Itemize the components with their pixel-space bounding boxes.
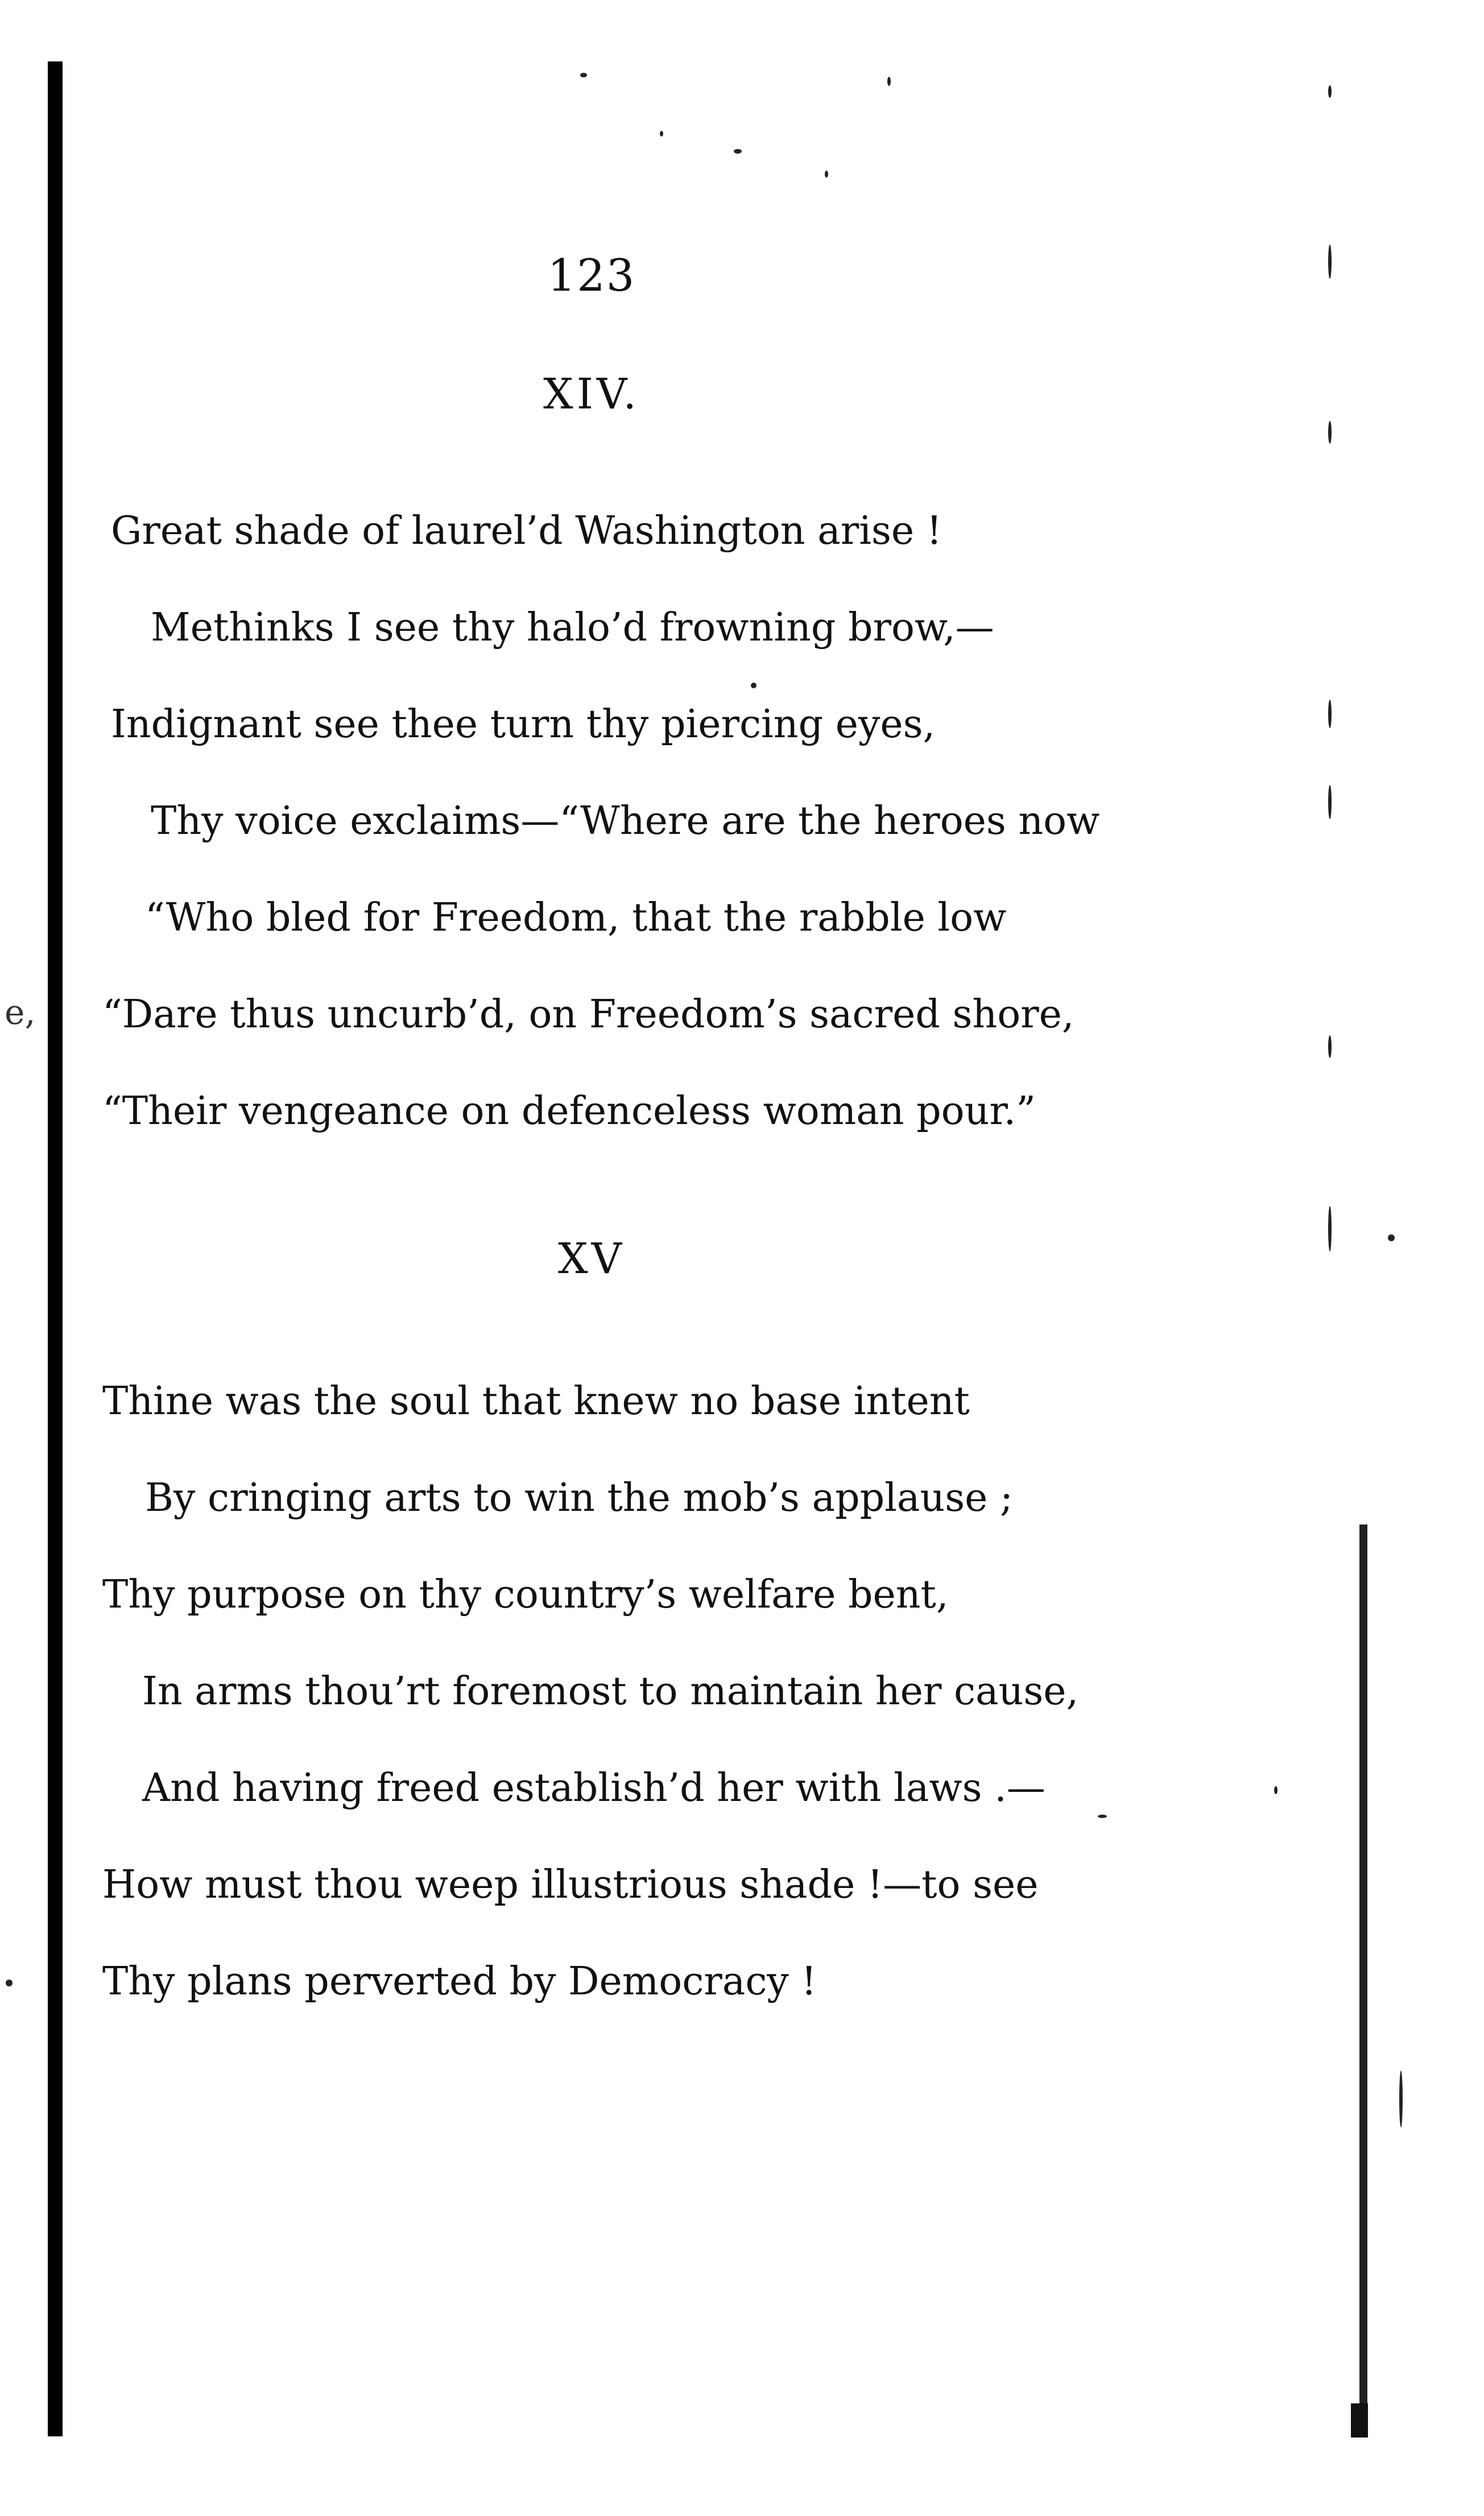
ink-speck bbox=[1328, 785, 1332, 819]
poem-line: And having freed establish’d her with laws .— bbox=[142, 1766, 1045, 1811]
poem-line: By cringing arts to win the mob’s applause ; bbox=[145, 1476, 1013, 1521]
poem-line: Thy voice exclaims—“Where are the heroes now bbox=[151, 799, 1100, 844]
poem-line: Thine was the soul that knew no base intent bbox=[102, 1379, 970, 1424]
poem-line: “Who bled for Freedom, that the rabble low bbox=[145, 895, 1007, 940]
poem-line: Thy plans perverted by Democracy ! bbox=[102, 1959, 817, 2004]
poem-line: Great shade of laurel’d Washington arise ! bbox=[111, 509, 943, 553]
poem-line: “Their vengeance on defenceless woman pour.” bbox=[102, 1089, 1036, 1134]
margin-mark: e, bbox=[5, 993, 36, 1032]
ink-speck bbox=[1328, 421, 1332, 444]
ink-speck bbox=[6, 1980, 13, 1986]
poem-line: Methinks I see thy halo’d frowning brow,— bbox=[151, 605, 994, 650]
ink-speck bbox=[1274, 1786, 1278, 1794]
ink-speck bbox=[1388, 1234, 1395, 1241]
ink-speck bbox=[1328, 700, 1332, 728]
ink-speck bbox=[1328, 85, 1332, 98]
ink-speck bbox=[734, 149, 742, 154]
ink-speck bbox=[1328, 1206, 1332, 1251]
ink-speck bbox=[1098, 1815, 1107, 1818]
ink-speck bbox=[1328, 245, 1332, 279]
poem-line: How must thou weep illustrious shade !—to see bbox=[102, 1862, 1039, 1907]
torn-page-corner bbox=[1351, 2403, 1368, 2437]
torn-page-edge bbox=[1359, 1525, 1367, 2423]
stanza-number: XIV. bbox=[543, 370, 640, 419]
page-number: 123 bbox=[547, 250, 636, 301]
ink-speck bbox=[1328, 1035, 1332, 1058]
poem-line: In arms thou’rt foremost to maintain her cause, bbox=[142, 1669, 1079, 1714]
ink-speck bbox=[660, 131, 663, 137]
stanza-number: XV bbox=[557, 1234, 626, 1283]
ink-speck bbox=[1399, 2071, 1403, 2127]
ink-speck bbox=[751, 683, 757, 688]
poem-line: “Dare thus uncurb’d, on Freedom’s sacred shore, bbox=[102, 992, 1074, 1037]
ink-speck bbox=[825, 171, 828, 177]
poem-line: Indignant see thee turn thy piercing eyes, bbox=[111, 702, 936, 747]
ink-speck bbox=[887, 77, 891, 86]
ink-speck bbox=[580, 73, 587, 77]
poem-line: Thy purpose on thy country’s welfare bent, bbox=[102, 1572, 949, 1617]
